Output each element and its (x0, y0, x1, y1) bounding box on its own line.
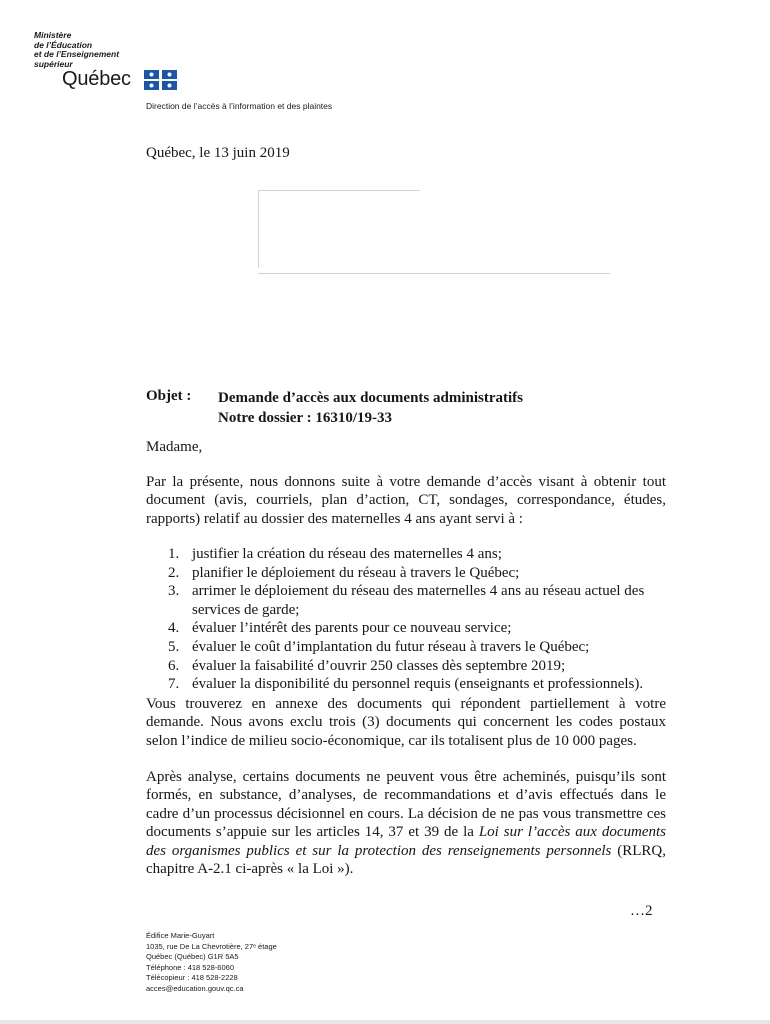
quebec-flag-icon (144, 70, 178, 90)
file-number: Notre dossier : 16310/19-33 (218, 410, 393, 426)
list-item-number: 6. (168, 657, 180, 674)
request-list (146, 545, 666, 694)
intro-text: Par la présente, nous donnons suite à votre demande d’accès visant à obtenir tout document (avis, courriels, plan d’action, CT, sondages, correspondance, études, rapports) relatif au dossier des maternelles 4 ans ayant servi à : (146, 474, 666, 527)
email: acces@education.gouv.qc.ca (146, 983, 244, 993)
law-title: Loi sur l’accès aux documents des organismes publics et sur la protection des renseignements personnels (146, 824, 666, 859)
list-item-text: évaluer la disponibilité du personnel requis (enseignants et professionnels). (192, 676, 644, 693)
list-item (146, 675, 666, 694)
list-item-text: évaluer la faisabilité d’ouvrir 250 classes dès septembre 2019; (192, 657, 566, 674)
address-line: Québec (Québec) G1R 5A5 (146, 952, 239, 962)
list-item (146, 638, 666, 657)
address-line: 1035, rue De La Chevrotière, 27ᵉ étage (146, 941, 277, 951)
annex-text: Vous trouverez en annexe des documents qui répondent partiellement à votre demande. Nous avons exclu trois (3) documents qui concernent les codes postaux selon l’indice de milieu socio-économique, car ils totalisent plus de 10 000 pages. (146, 696, 666, 749)
redaction-line (258, 190, 420, 191)
list-item-number: 7. (168, 676, 180, 693)
ministry-line: supérieur (34, 58, 73, 69)
page-continuation: …2 (630, 903, 653, 919)
list-item (146, 657, 666, 676)
list-item-number: 5. (168, 638, 180, 655)
list-item (146, 582, 666, 619)
ministry-name (34, 31, 164, 69)
direction-name: Direction de l’accès à l’information et des plaintes (146, 101, 333, 111)
ministry-line: de l’Éducation (34, 39, 93, 50)
intro-paragraph (146, 473, 666, 528)
ministry-line: et de l’Enseignement (34, 49, 120, 59)
address-line: Édifice Marie-Guyart (146, 931, 215, 940)
list-item-number: 4. (168, 620, 180, 637)
scan-edge (0, 1020, 770, 1024)
footer-address (146, 931, 277, 995)
subject-line: Demande d’accès aux documents administratifs (218, 390, 523, 406)
list-item-number: 1. (168, 546, 180, 562)
analysis-text (146, 768, 666, 878)
letter-date: Québec, le 13 juin 2019 (146, 145, 290, 161)
list-item-number: 3. (168, 583, 180, 600)
phone: Téléphone : 418 528-6060 (146, 962, 234, 972)
fleur-de-lis-icon (168, 73, 172, 77)
list-item-text: arrimer le déploiement du réseau des maternelles 4 ans au réseau actuel des services de garde; (192, 583, 645, 618)
ministry-line: Ministère (34, 30, 72, 40)
list-item-number: 2. (168, 564, 180, 581)
fleur-de-lis-icon (168, 84, 172, 88)
annex-paragraph (146, 695, 666, 750)
list-item-text: planifier le déploiement du réseau à travers le Québec; (192, 564, 520, 581)
subject-label: Objet : (146, 388, 192, 404)
list-item-text: évaluer le coût d’implantation du futur réseau à travers le Québec; (192, 638, 590, 655)
list-item (146, 545, 666, 564)
quebec-wordmark: Québec (62, 68, 131, 90)
fleur-de-lis-icon (150, 84, 154, 88)
analysis-paragraph (146, 768, 666, 878)
redaction-line (258, 273, 610, 274)
fleur-de-lis-icon (150, 73, 154, 77)
list-item (146, 619, 666, 638)
fax: Télécopieur : 418 528-2228 (146, 973, 238, 983)
list-item-text: évaluer l’intérêt des parents pour ce nouveau service; (192, 620, 512, 637)
analysis-text-start: Après analyse, certains documents ne peuvent vous être acheminés, puisqu’ils sont formés, en substance, d’analyses, de recommandations et d’avis effectués dans le cadre d’un processus décisionnel en cours. La décision de ne pas vous transmettre ces documents s’appuie sur les articles 14, 37 et 39 de la (146, 769, 666, 841)
greeting: Madame, (146, 439, 203, 455)
list-item-text: justifier la création du réseau des maternelles 4 ans; (192, 546, 502, 562)
redaction-line (258, 190, 259, 268)
analysis-text-end: (RLRQ, chapitre A-2.1 ci-après « la Loi »). (146, 842, 667, 878)
subject-text (218, 388, 523, 428)
list-item (146, 564, 666, 583)
